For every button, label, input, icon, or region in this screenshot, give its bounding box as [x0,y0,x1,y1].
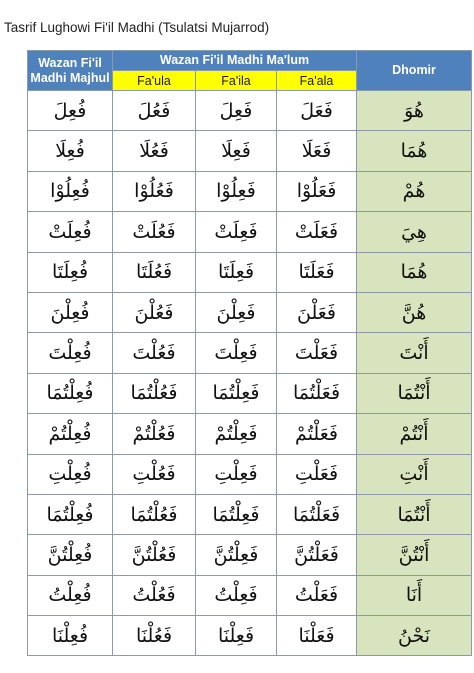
cell-faula: فَعُلْنَ [113,292,196,332]
cell-dhomir: أَنْتَ [357,333,472,373]
cell-majhul: فُعِلْتُمَا [28,494,113,534]
cell-majhul: فُعِلْتُ [28,575,113,615]
table-row [28,252,472,292]
cell-faula: فَعُلْنَا [113,616,196,656]
cell-faila: فَعِلْنَا [196,616,277,656]
cell-faila: فَعِلْتُمَا [196,494,277,534]
cell-majhul: فُعِلَتَا [28,252,113,292]
cell-majhul: فُعِلَ [28,91,113,131]
cell-majhul: فُعِلْتُمَا [28,373,113,413]
cell-dhomir: هُمَا [357,131,472,171]
cell-faala: فَعَلْتِ [277,454,357,494]
cell-faala: فَعَلَتَا [277,252,357,292]
tasrif-table [27,50,472,656]
cell-faula: فَعُلَا [113,131,196,171]
cell-faala: فَعَلُوْا [277,171,357,211]
table-row [28,535,472,575]
header-madhi-majhul-line1: Wazan Fi'il [38,55,102,70]
table-row [28,171,472,211]
cell-faala: فَعَلْتُ [277,575,357,615]
header-madhi-malum: Wazan Fi'il Madhi Ma'lum [113,51,357,71]
cell-faila: فَعِلْتَ [196,333,277,373]
cell-majhul: فُعِلُوْا [28,171,113,211]
cell-dhomir: أَنْتُمْ [357,414,472,454]
cell-faila: فَعِلْتُ [196,575,277,615]
cell-dhomir: أَنْتُنَّ [357,535,472,575]
cell-dhomir: هُوَ [357,91,472,131]
cell-dhomir: أَنْتُمَا [357,373,472,413]
table-row [28,616,472,656]
table-row [28,212,472,252]
cell-faula: فَعُلْتُمَا [113,373,196,413]
cell-faila: فَعِلَتْ [196,212,277,252]
cell-faala: فَعَلْتُمَا [277,494,357,534]
cell-faila: فَعِلْنَ [196,292,277,332]
cell-faila: فَعِلَتَا [196,252,277,292]
header-faila: Fa'ila [196,71,277,91]
table-row [28,91,472,131]
cell-faala: فَعَلْنَ [277,292,357,332]
cell-faula: فَعُلْتِ [113,454,196,494]
cell-majhul: فُعِلْنَا [28,616,113,656]
cell-majhul: فُعِلْتُنَّ [28,535,113,575]
table-row [28,131,472,171]
table-row [28,494,472,534]
header-madhi-majhul [28,51,113,91]
cell-faula: فَعُلْتَ [113,333,196,373]
cell-majhul: فُعِلْنَ [28,292,113,332]
cell-faila: فَعِلْتِ [196,454,277,494]
cell-faila: فَعِلَ [196,91,277,131]
cell-faila: فَعِلْتُمْ [196,414,277,454]
cell-faila: فَعِلْتُمَا [196,373,277,413]
cell-dhomir: نَحْنُ [357,616,472,656]
cell-faala: فَعَلْنَا [277,616,357,656]
cell-majhul: فُعِلْتُمْ [28,414,113,454]
table-row [28,292,472,332]
cell-faula: فَعُلَتْ [113,212,196,252]
cell-faula: فَعُلْتُمَا [113,494,196,534]
cell-faula: فَعُلْتُنَّ [113,535,196,575]
cell-dhomir: هُنَّ [357,292,472,332]
cell-faala: فَعَلَ [277,91,357,131]
cell-faula: فَعُلَتَا [113,252,196,292]
cell-faala: فَعَلْتُمَا [277,373,357,413]
table-row [28,414,472,454]
cell-majhul: فُعِلْتِ [28,454,113,494]
cell-faala: فَعَلَتْ [277,212,357,252]
cell-faala: فَعَلَا [277,131,357,171]
cell-majhul: فُعِلْتَ [28,333,113,373]
table-row [28,454,472,494]
table-row [28,333,472,373]
header-dhomir: Dhomir [357,51,472,91]
page-title: Tasrif Lughowi Fi'il Madhi (Tsulatsi Mujarrod) [4,20,270,35]
header-madhi-majhul-line2: Madhi Majhul [30,70,110,85]
cell-faula: فَعُلْتُمْ [113,414,196,454]
cell-dhomir: أَنَا [357,575,472,615]
cell-dhomir: هُمَا [357,252,472,292]
cell-majhul: فُعِلَتْ [28,212,113,252]
header-faula: Fa'ula [113,71,196,91]
cell-faala: فَعَلْتُمْ [277,414,357,454]
cell-faila: فَعِلَا [196,131,277,171]
cell-faala: فَعَلْتَ [277,333,357,373]
cell-dhomir: هُمْ [357,171,472,211]
cell-dhomir: هِيَ [357,212,472,252]
cell-faila: فَعِلْتُنَّ [196,535,277,575]
header-faala: Fa'ala [277,71,357,91]
cell-faala: فَعَلْتُنَّ [277,535,357,575]
cell-faula: فَعُلْتُ [113,575,196,615]
cell-faula: فَعُلُوْا [113,171,196,211]
cell-faila: فَعِلُوْا [196,171,277,211]
cell-faula: فَعُلَ [113,91,196,131]
cell-dhomir: أَنْتُمَا [357,494,472,534]
table-row [28,575,472,615]
table-body [28,91,472,656]
table-row [28,373,472,413]
cell-dhomir: أَنْتِ [357,454,472,494]
cell-majhul: فُعِلَا [28,131,113,171]
